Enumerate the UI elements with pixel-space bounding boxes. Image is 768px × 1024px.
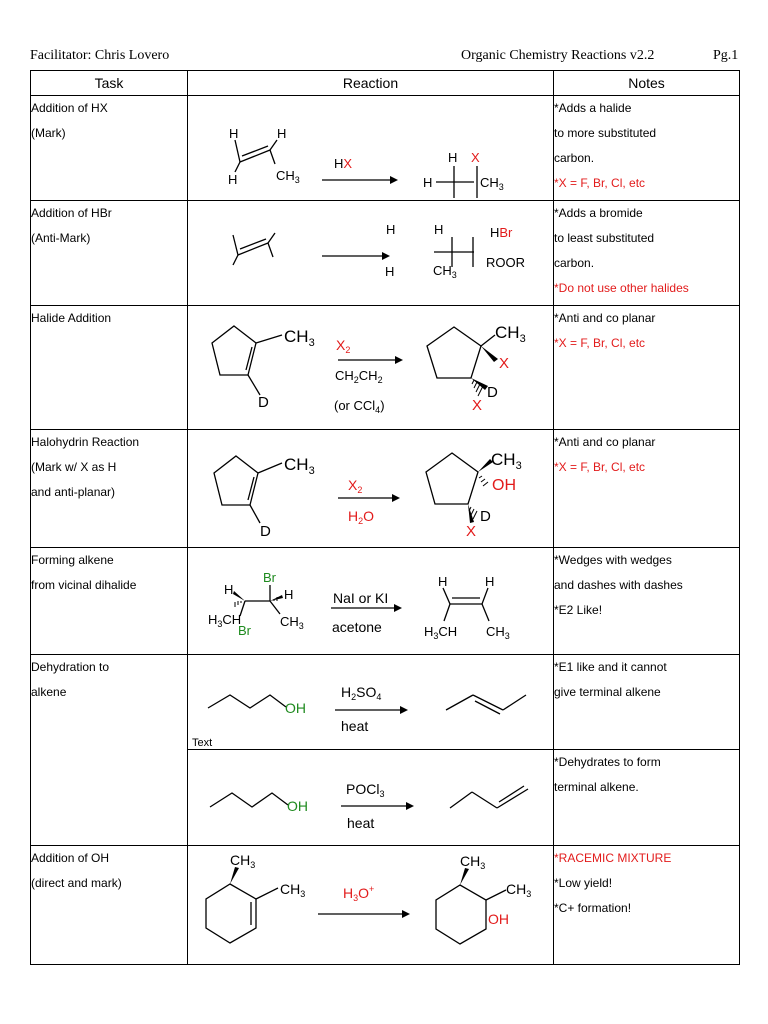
table-header-row (31, 71, 740, 96)
task-line: Dehydration to (31, 660, 110, 674)
task-line: and anti-planar) (31, 485, 116, 499)
svg-text:NaI or KI: NaI or KI (333, 590, 389, 606)
svg-text:H: H (224, 582, 234, 597)
svg-text:CH3: $CH_3$ (280, 881, 306, 899)
task-cell (31, 96, 188, 201)
notes-cell (554, 846, 740, 965)
svg-text:CH3: $CH_3$ (433, 263, 457, 280)
svg-text:X: X (499, 355, 510, 372)
svg-text:CH3: $CH_3$ (230, 852, 256, 870)
task-line: alkene (31, 685, 67, 699)
reaction-cell (188, 201, 554, 306)
notes-cell (554, 548, 740, 655)
svg-text:POCl3: POCl$_3$ (346, 781, 385, 799)
task-line: from vicinal dihalide (31, 578, 137, 592)
note-line: terminal alkene. (554, 780, 639, 794)
svg-text:X2: $X_2$ (336, 337, 351, 355)
note-line: *Do not use other halides (554, 281, 689, 295)
table-row (31, 96, 740, 201)
svg-text:H: H (438, 574, 448, 589)
reaction-dehydration-pocl3-diagram (188, 750, 554, 845)
svg-text:D: D (260, 523, 271, 540)
svg-text:H2O: $H_2O$ (348, 508, 375, 526)
column-header-reaction: Reaction (188, 71, 554, 96)
svg-text:ROOR: ROOR (486, 255, 525, 270)
notes-cell (554, 96, 740, 201)
task-line: (Mark) (31, 126, 66, 140)
note-line: *E1 like and it cannot (554, 660, 667, 674)
svg-text:D: D (487, 384, 498, 401)
task-line: Halohydrin Reaction (31, 435, 140, 449)
column-header-task: Task (31, 71, 188, 96)
svg-text:H3CH: $H_3CH$ (424, 624, 458, 641)
svg-text:CH3: $CH_3$ (284, 327, 315, 349)
reaction-cell (188, 548, 554, 655)
svg-text:H3CH: $H_3CH$ (208, 612, 242, 629)
notes-cell (554, 306, 740, 430)
svg-text:X2: $X_2$ (348, 477, 363, 495)
note-line: *Anti and co planar (554, 435, 656, 449)
svg-text:H2SO4: $H_2SO_4$ (341, 684, 382, 702)
svg-text:H: H (485, 574, 495, 589)
task-cell (31, 306, 188, 430)
notes-cell (554, 201, 740, 306)
column-header-notes: Notes (554, 71, 740, 96)
reaction-acid-hydration-diagram (188, 846, 554, 964)
note-line: to more substituted (554, 126, 657, 140)
reaction-hx-diagram (188, 96, 554, 200)
reaction-cell (188, 96, 554, 201)
svg-text:Br: Br (263, 570, 276, 585)
reaction-cell (188, 846, 554, 965)
svg-text:H: H (228, 172, 238, 187)
svg-text:OH: OH (488, 911, 509, 927)
svg-text:OH: OH (285, 700, 306, 716)
svg-text:CH2CH2: $CH_2CH_2$ (335, 368, 383, 385)
task-line: Addition of HBr (31, 206, 112, 220)
svg-text:(or CCl4): (or CCl$_4$) (334, 398, 385, 415)
svg-text:heat: heat (341, 718, 369, 734)
svg-text:X: X (472, 397, 483, 414)
reactions-table (30, 70, 740, 965)
page-number: Pg.1 (713, 48, 739, 63)
svg-text:X: X (466, 523, 477, 540)
note-line: and dashes with dashes (554, 578, 683, 592)
note-line: *Adds a bromide (554, 206, 643, 220)
note-line: *X = F, Br, Cl, etc (554, 460, 646, 474)
facilitator-label: Facilitator: Chris Lovero (30, 48, 170, 63)
svg-text:Text: Text (192, 737, 213, 749)
svg-text:CH3: $CH_3$ (506, 881, 532, 899)
reaction-dehydration-h2so4-diagram (188, 655, 554, 749)
svg-text:H: H (386, 222, 396, 237)
task-line: Addition of OH (31, 851, 110, 865)
svg-text:H: H (385, 264, 395, 279)
note-line: to least substituted (554, 231, 655, 245)
task-line: Halide Addition (31, 311, 112, 325)
reaction-hbr-diagram (188, 201, 554, 305)
svg-text:CH3: $CH_3$ (491, 450, 522, 472)
table-row (31, 846, 740, 965)
svg-text:H: H (277, 126, 287, 141)
note-line: give terminal alkene (554, 685, 661, 699)
task-line: (Anti-Mark) (31, 231, 91, 245)
svg-text:D: D (258, 394, 269, 411)
svg-text:H: H (434, 222, 444, 237)
task-line: Forming alkene (31, 553, 114, 567)
svg-text:X: X (471, 150, 480, 165)
svg-text:Br: Br (238, 623, 251, 638)
note-line: *Adds a halide (554, 101, 632, 115)
table-row (31, 548, 740, 655)
note-line: carbon. (554, 256, 595, 270)
svg-text:H: H (284, 587, 294, 602)
svg-text:HBr: HBr (490, 225, 513, 240)
notes-cell (554, 750, 740, 846)
note-line: *E2 Like! (554, 603, 603, 617)
task-cell (31, 430, 188, 548)
svg-text:H: H (423, 175, 433, 190)
note-line: *X = F, Br, Cl, etc (554, 176, 646, 190)
svg-text:CH3: $CH_3$ (276, 168, 300, 185)
reaction-cell (188, 306, 554, 430)
task-cell (31, 655, 188, 846)
svg-text:OH: OH (287, 798, 308, 814)
task-line: Addition of HX (31, 101, 108, 115)
svg-text:CH3: $CH_3$ (284, 455, 315, 477)
table-row (31, 306, 740, 430)
note-line: *RACEMIC MIXTURE (554, 851, 672, 865)
svg-text:CH3: $CH_3$ (495, 323, 526, 345)
reaction-cell (188, 655, 554, 750)
svg-text:HX: HX (334, 156, 353, 171)
note-line: *Anti and co planar (554, 311, 656, 325)
notes-cell (554, 430, 740, 548)
note-line: *Wedges with wedges (554, 553, 672, 567)
reaction-dihalide-elimination-diagram (188, 548, 554, 654)
svg-text:CH3: $CH_3$ (486, 624, 510, 641)
note-line: *Dehydrates to form (554, 755, 661, 769)
svg-text:D: D (480, 508, 491, 525)
reaction-halohydrin-diagram (188, 430, 554, 547)
svg-text:CH3: $CH_3$ (480, 175, 504, 192)
svg-text:acetone: acetone (332, 619, 382, 635)
task-cell (31, 846, 188, 965)
table-row (31, 201, 740, 306)
reaction-cell (188, 750, 554, 846)
svg-text:CH3: $CH_3$ (280, 614, 304, 631)
svg-text:H3O+: $H_3O^+$ (343, 884, 375, 903)
task-line: (direct and mark) (31, 876, 122, 890)
svg-text:H: H (229, 126, 239, 141)
table-row (31, 430, 740, 548)
task-cell (31, 548, 188, 655)
document-title: Organic Chemistry Reactions v2.2 (461, 48, 655, 63)
table-row (31, 655, 740, 750)
svg-text:OH: OH (492, 477, 516, 494)
task-cell (31, 201, 188, 306)
svg-text:H: H (448, 150, 458, 165)
task-line: (Mark w/ X as H (31, 460, 117, 474)
note-line: carbon. (554, 151, 595, 165)
reaction-cell (188, 430, 554, 548)
reaction-halide-addition-diagram (188, 306, 554, 429)
note-line: *Low yield! (554, 876, 613, 890)
svg-text:CH3: $CH_3$ (460, 853, 486, 871)
note-line: *C+ formation! (554, 901, 632, 915)
notes-cell (554, 655, 740, 750)
note-line: *X = F, Br, Cl, etc (554, 336, 646, 350)
svg-text:heat: heat (347, 815, 375, 831)
